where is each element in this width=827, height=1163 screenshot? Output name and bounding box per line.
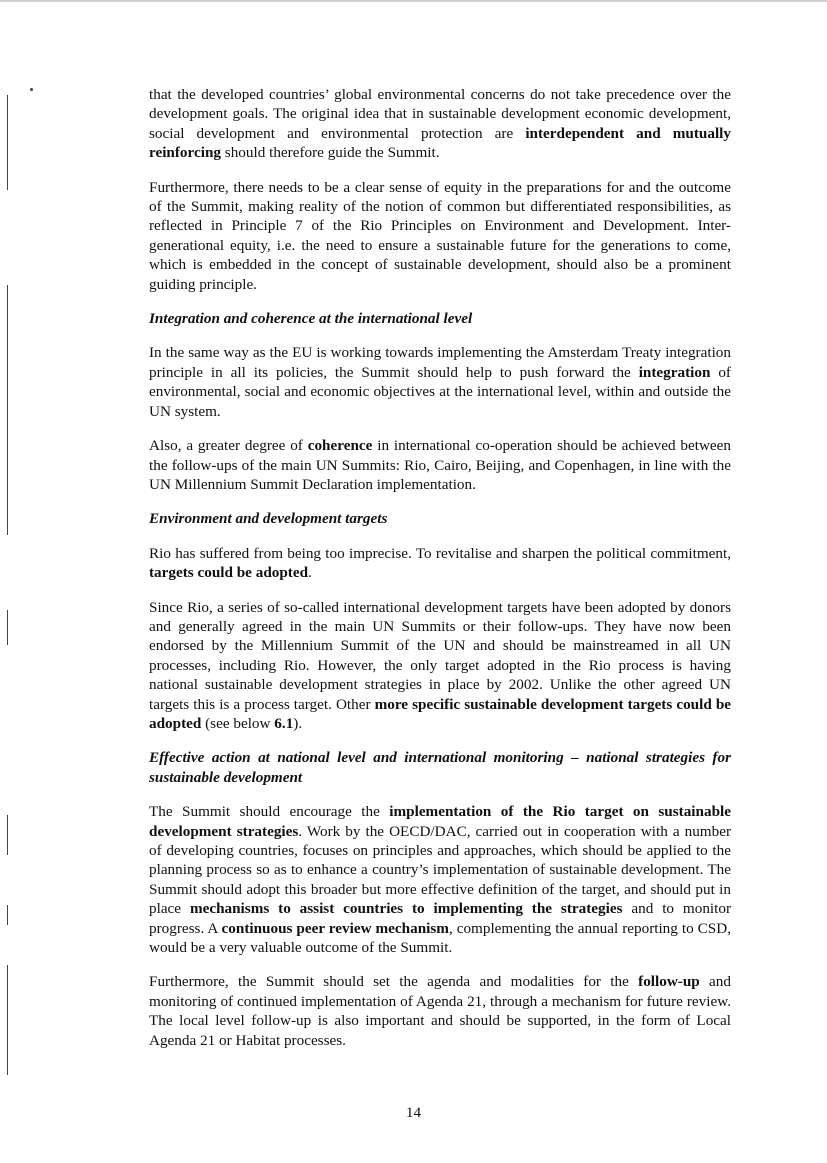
paragraph-text: in international co-operation should be achieved between the follow-ups of the main UN Summits: Rio, Cairo, Beijing, and Copenhagen, in line with the UN Millennium Summit Declaration implementation. <box>149 437 732 493</box>
page-body <box>149 85 731 1065</box>
paragraph-text: Also, a greater degree of <box>149 437 308 455</box>
paragraph-text: , complementing the annual reporting to CSD, would be a very valuable outcome of the Summit. <box>149 919 732 957</box>
section-heading: Environment and development targets <box>149 510 388 528</box>
emphasized-text: coherence <box>307 437 373 455</box>
margin-line <box>7 965 8 1075</box>
paragraph-text: (see below <box>201 714 275 732</box>
body-paragraph <box>149 802 731 957</box>
paragraph-text: . <box>308 564 312 582</box>
emphasized-text: follow-up <box>638 973 700 991</box>
emphasized-text: integration <box>638 363 711 381</box>
paragraph-text: Rio has suffered from being too imprecise. To revitalise and sharpen the political commitment, <box>149 544 731 562</box>
paragraph-text: ). <box>293 714 303 732</box>
section-heading: Effective action at national level and international monitoring – national strategies for sustainable development <box>149 749 731 786</box>
section-heading: Integration and coherence at the international level <box>149 310 473 328</box>
paragraph-text: . Work by the OECD/DAC, carried out in cooperation with a number of developing countries, focuses on principles and approaches, which should be applied to the planning process so as to enhance a country’s implementation of sustainable development. The Summit should adopt this broader but more effective definition of the target, and should put in place <box>149 822 732 918</box>
emphasized-text: mechanisms to assist countries to implementing the strategies <box>189 900 623 918</box>
paragraph-text: Since Rio, a series of so-called international development targets have been adopted by donors and generally agreed in the main UN Summits or their follow-ups. They have now been endorsed by the Millennium Summit of the UN and should be mainstreamed in all UN processes, including Rio. However, the only target adopted in the Rio process is having national sustainable development strategies in place by 2002. Unlike the other agreed UN targets this is a process target. Other <box>149 598 731 713</box>
margin-line <box>7 610 8 645</box>
body-paragraph <box>149 436 731 494</box>
page-number: 14 <box>405 1104 422 1121</box>
emphasized-text: continuous peer review mechanism <box>221 919 449 937</box>
paragraph-text: and monitoring of continued implementation of Agenda 21, through a mechanism for future review. The local level follow-up is also important and should be supported, in the form of Local Agenda 21 or Habitat processes. <box>149 973 731 1049</box>
body-paragraph <box>149 343 731 421</box>
body-paragraph <box>149 972 731 1050</box>
emphasized-text: more specific sustainable development targets could be adopted <box>149 695 732 732</box>
paragraph-text: In the same way as the EU is working towards implementing the Amsterdam Treaty integration principle in all its policies, the Summit should help to push forward the <box>149 344 731 381</box>
paragraph-text: Furthermore, there needs to be a clear sense of equity in the preparations for and the outcome of the Summit, making reality of the notion of common but differentiated responsibilities, as reflected in Principle 7 of the Rio Principles on Environment and Development. Inter-generational equity, i.e. the need to ensure a sustainable future for the generations to come, which is embedded in the concept of sustainable development, should also be a prominent guiding principle. <box>149 178 731 293</box>
body-paragraph <box>149 598 731 734</box>
emphasized-text: 6.1 <box>274 714 294 732</box>
paragraph-text: should therefore guide the Summit. <box>221 144 440 162</box>
scan-edge <box>0 0 827 2</box>
paragraph-text: of environmental, social and economic objectives at the international level, within and outside the UN system. <box>149 363 731 420</box>
paragraph-text: Furthermore, the Summit should set the agenda and modalities for the <box>149 973 639 991</box>
paragraph-text: and to monitor progress. A <box>149 900 732 937</box>
paragraph-text: The Summit should encourage the <box>149 803 390 821</box>
emphasized-text: interdependent and mutually reinforcing <box>149 124 731 162</box>
paragraph-text: that the developed countries’ global environmental concerns do not take precedence over the development goals. The original idea that in sustainable development economic development, social development and environmental protection are <box>149 86 731 142</box>
margin-line <box>7 815 8 855</box>
margin-line <box>7 905 8 925</box>
body-paragraph <box>149 544 731 583</box>
margin-line <box>7 285 8 535</box>
emphasized-text: targets could be adopted <box>149 564 309 582</box>
emphasized-text: implementation of the Rio target on sustainable development strategies <box>149 803 731 840</box>
margin-line <box>7 95 8 190</box>
margin-dot <box>30 88 33 91</box>
body-paragraph <box>149 178 731 294</box>
body-paragraph <box>149 85 731 163</box>
